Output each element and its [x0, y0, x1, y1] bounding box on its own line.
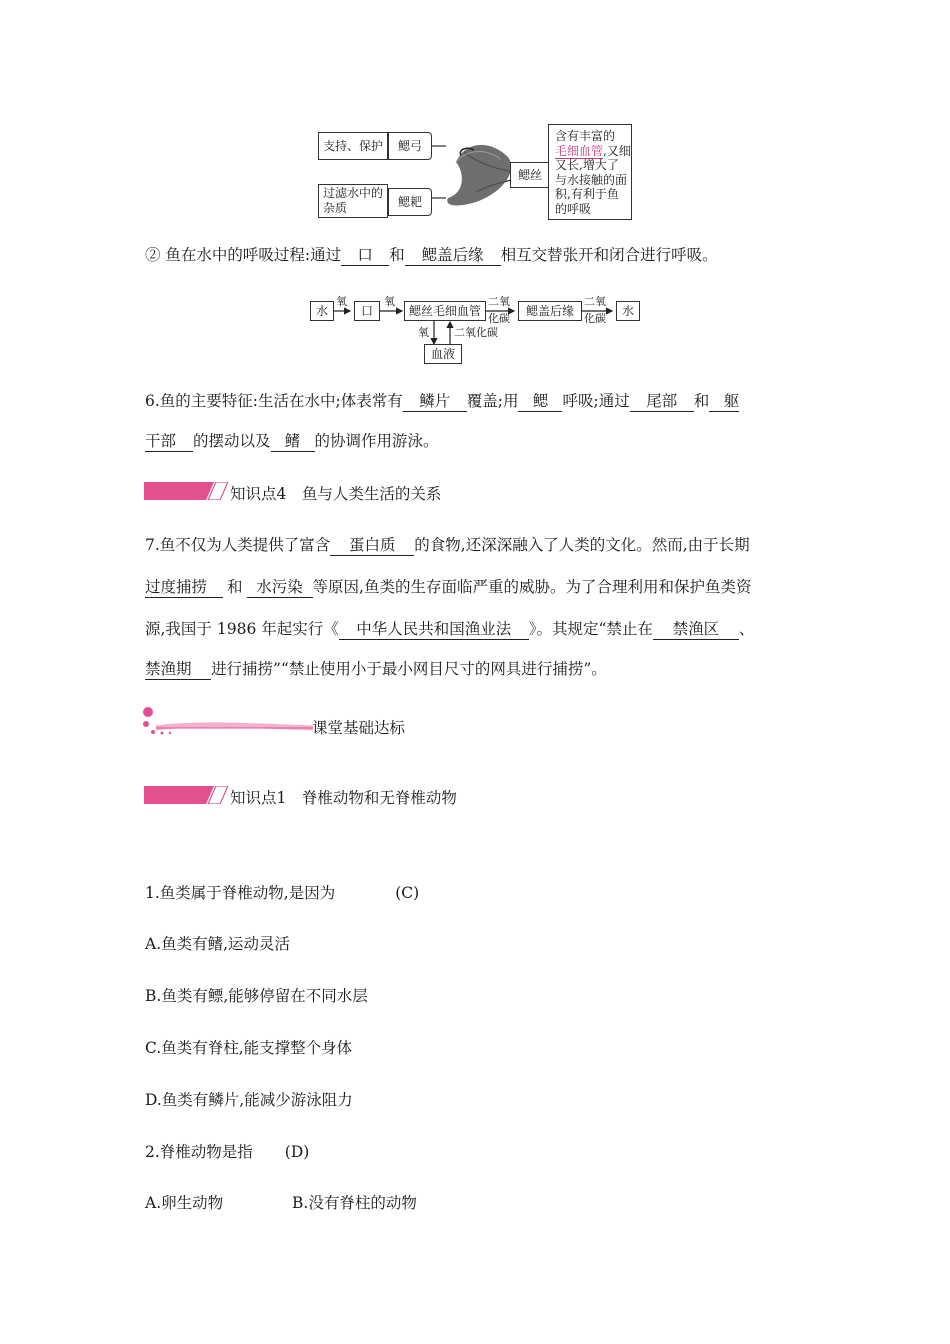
- gill-filaments-box: 鳃丝: [510, 162, 550, 188]
- question-2: [145, 1141, 309, 1163]
- q7-l2-mid: 和: [227, 578, 243, 596]
- co2-label-bottom-1: 化碳: [488, 312, 510, 325]
- operculum-edge-box: 鳃盖后缘: [518, 301, 582, 321]
- knowledge-point-4-title: 知识点4 鱼与人类生活的关系: [230, 485, 442, 503]
- water-in-box: 水: [310, 301, 334, 321]
- knowledge-point-tag-4: [144, 482, 228, 500]
- capillaries-highlight: 毛细血管: [555, 143, 604, 158]
- blank-fishery-law: 中华人民共和国渔业法: [339, 619, 529, 640]
- question-2-answer: (D): [284, 1143, 310, 1161]
- gill-filament-description: [548, 124, 632, 220]
- breathing-process-line: [145, 244, 718, 266]
- blank-operculum: 鳃盖后缘: [405, 245, 501, 266]
- q6-line2: [145, 430, 439, 452]
- oxygen-label-2: 氧: [384, 295, 395, 308]
- q7-l3-prefix: 源,我国于 1986 年起实行《: [145, 620, 339, 638]
- desc-line5: 积,有利于鱼: [555, 187, 619, 201]
- gill-arch-box: 鳃弓: [388, 132, 432, 160]
- q6-l1-mid3: 和: [693, 392, 710, 410]
- mouth-box: 口: [354, 301, 380, 321]
- question-1-option-d: D.鱼类有鳞片,能减少游泳阻力: [145, 1091, 353, 1109]
- blank-no-fishing-period: 禁渔期: [145, 659, 211, 680]
- q7-l3-suffix: 、: [738, 620, 755, 638]
- blank-gill: 鳃: [518, 391, 562, 412]
- q6-l1-mid2: 呼吸;通过: [562, 392, 630, 410]
- q5-suffix: 相互交替张开和闭合进行呼吸。: [500, 246, 718, 264]
- gill-capillaries-box: 鳃丝毛细血管: [404, 301, 486, 321]
- question-2-option-a-text: A.卵生动物: [145, 1194, 224, 1212]
- q5-mid: 和: [389, 246, 405, 264]
- co2-up-label: 二氧化碳: [454, 326, 498, 339]
- question-1-option-a: A.鱼类有鳍,运动灵活: [145, 935, 291, 953]
- desc-line4: 与水接触的面: [555, 172, 628, 187]
- oxygen-label-1: 氧: [336, 295, 347, 308]
- q6-l1-prefix: 6.鱼的主要特征:生活在水中;体表常有: [145, 392, 403, 410]
- q7-line3: [145, 618, 754, 640]
- support-protect-box: 支持、保护: [318, 132, 388, 160]
- q7-l2-suffix: 等原因,鱼类的生存面临严重的威胁。为了合理利用和保护鱼类资: [312, 578, 752, 596]
- blank-scales: 鳞片: [403, 391, 467, 412]
- question-1: [145, 882, 419, 904]
- q6-l2-suffix: 的协调作用游泳。: [314, 432, 439, 450]
- q7-l4-suffix: 进行捕捞”“禁止使用小于最小网目尺寸的网具进行捕捞”。: [211, 660, 607, 678]
- co2-label-top-2: 二氧: [584, 295, 606, 308]
- knowledge-point-tag-1: [144, 786, 228, 804]
- blank-trunk-part2: 干部: [145, 431, 193, 452]
- q7-l1-suffix: 的食物,还深深融入了人类的文化。然而,由于长期: [414, 536, 750, 554]
- filter-label-line1: 过滤水中的: [323, 186, 384, 200]
- gill-structure-diagram: [316, 122, 634, 222]
- q5-prefix: ② 鱼在水中的呼吸过程:通过: [145, 246, 342, 264]
- blank-water-pollution: 水污染: [247, 577, 313, 598]
- q7-l1-prefix: 7.鱼不仅为人类提供了富含: [145, 536, 331, 554]
- question-1-answer: (C): [395, 884, 420, 902]
- section-decoration: [138, 706, 318, 738]
- knowledge-point-1-title: 知识点1 脊椎动物和无脊椎动物: [230, 789, 457, 807]
- desc-line6: 的呼吸: [555, 201, 592, 216]
- q7-line2: [145, 576, 751, 598]
- gill-rakers-box: 鳃耙: [388, 188, 432, 216]
- filter-label-line2: 杂质: [323, 201, 348, 215]
- blank-no-fishing-zone: 禁渔区: [653, 619, 739, 640]
- desc-line1: 含有丰富的: [555, 129, 616, 143]
- q6-l1-mid1: 覆盖;用: [466, 392, 519, 410]
- q6-l2-mid: 的摆动以及: [193, 432, 271, 450]
- question-2-text: 2.脊椎动物是指: [145, 1143, 253, 1161]
- blank-trunk-part1: 躯: [709, 391, 739, 412]
- desc-line3: 又长,增大了: [555, 158, 619, 172]
- question-2-option-b-text: B.没有脊柱的动物: [292, 1194, 417, 1212]
- filter-impurities-box: [318, 184, 388, 218]
- question-1-text: 1.鱼类属于脊椎动物,是因为: [145, 884, 336, 902]
- q6-line1: [145, 390, 739, 412]
- blood-box: 血液: [424, 344, 462, 364]
- water-out-box: 水: [616, 301, 640, 321]
- q7-line4: [145, 658, 607, 680]
- q7-l3-mid: 》。其规定“禁止在: [528, 620, 653, 638]
- blank-tail: 尾部: [630, 391, 694, 412]
- respiration-flow-diagram: [308, 296, 642, 364]
- co2-label-bottom-2: 化碳: [584, 312, 606, 325]
- question-1-option-c: C.鱼类有脊柱,能支撑整个身体: [145, 1039, 353, 1057]
- section-title-classroom: 课堂基础达标: [312, 719, 406, 737]
- oxygen-down-label: 氧: [418, 326, 429, 339]
- question-2-option-a: [145, 1192, 417, 1214]
- blank-fins: 鳍: [271, 431, 315, 452]
- co2-label-top-1: 二氧: [488, 295, 510, 308]
- question-1-option-b: B.鱼类有鳔,能够停留在不同水层: [145, 987, 368, 1005]
- q7-line1: [145, 534, 750, 556]
- blank-overfishing: 过度捕捞: [145, 577, 223, 598]
- blank-mouth: 口: [341, 245, 389, 266]
- desc-after-highlight: ,又细: [603, 143, 631, 158]
- desc-line2: [555, 144, 631, 159]
- blank-protein: 蛋白质: [330, 535, 414, 556]
